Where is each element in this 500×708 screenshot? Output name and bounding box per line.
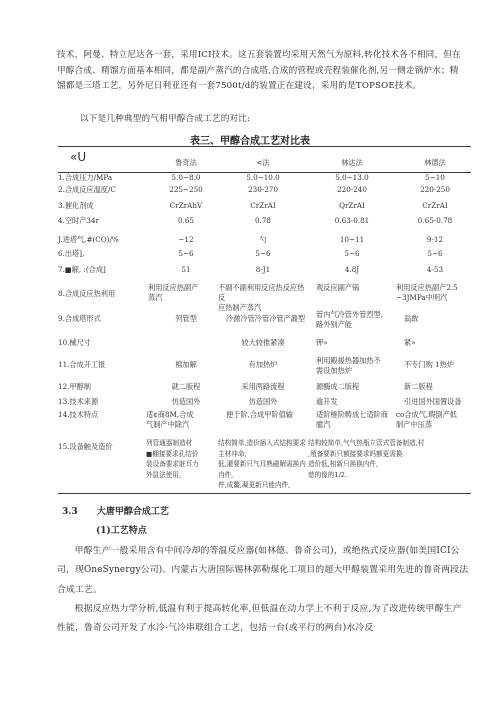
table-bottom-rule	[58, 493, 471, 494]
header-cell: <法	[256, 158, 270, 167]
table-cell: 4-53	[426, 265, 444, 274]
table-cell: 5~6	[178, 249, 194, 258]
section-title: 大唐甲醇合成工艺	[96, 507, 169, 517]
sub-heading: (1)工艺特点	[96, 526, 147, 536]
table-cell: 引进国外国置设备	[404, 397, 462, 406]
table-cell: 棉加解	[175, 360, 197, 369]
table-cell: 8-J1	[255, 265, 271, 274]
table-cell: 有加热炉	[248, 360, 278, 369]
row-label: 1.合成压力/MPa	[58, 173, 113, 182]
table-cell: 较大较推紧凑	[241, 338, 285, 347]
table-cell: 利用反应热副产2.5 ~3JMPa中明汽	[396, 283, 458, 302]
header-cell: 鲁奇法	[175, 158, 197, 167]
table-cell: CrZrAhV	[169, 201, 203, 210]
table-cell: 利用殿援热器加热不 需设加热炉	[316, 356, 381, 375]
row-label: 6.出塔],	[58, 249, 85, 258]
row-label: 13.技术来源	[58, 397, 99, 406]
table-cell: 结构较简单,气气热瓶立管式管备制造,村 ,殖备要新只额接要求吗额更需换 造价低,相新只换换内件, 慈的像的1/2.	[308, 439, 425, 479]
table-cell: 51	[181, 265, 191, 274]
table-cell: QrZrAI	[339, 201, 365, 210]
row-label: 9.合成塔形式	[58, 314, 101, 323]
table-cell: 5.0~8.0	[171, 173, 201, 182]
table-cell: 0.65	[177, 216, 194, 225]
table-cell: 225~250	[169, 185, 203, 194]
table-cell: 观反应副产锅	[316, 283, 360, 292]
row-label: 11.合成开工报	[58, 360, 106, 369]
table-cell: 9-12	[426, 235, 444, 244]
body-paragraph: 甲醇生产一般采用含有中间冷却的等温反应器(如林德、鲁奇公司)，或绝热式反应器(如美国ICI公司，现OneSynergy公司)。内蒙古大唐国际锡林郭勒煤化工项目的超大甲醇装置采用先进的鲁奇两段法合成工艺。	[57, 546, 469, 595]
section-number: 3.3	[62, 507, 78, 517]
table-cell: 5~6	[344, 249, 360, 258]
table-cell: 新二版程	[404, 382, 433, 391]
row-label: 15.设备触及造价	[58, 442, 113, 451]
table-cell: 0.78	[254, 216, 271, 225]
table-cell: 逾开发	[316, 397, 338, 406]
intro-paragraph: 技术，阿曼、特立尼达各一套，采用ICI技术。这五套装置均采用天然气为原料,转化技术各不相同，但在甲醇合成、精馏方面基本相同，都是副产蒸汽的合成塔,合成的管程或壳程装催化剂,另一侧走锅炉水；精馏都是三塔工艺，另外尼日利亚还有一套7500t/d的装置正在建设，采用的是TOPSOE技术。	[57, 50, 461, 92]
table-cell: 便于阶,合成甲阶值输	[226, 410, 293, 419]
table-cell: 5~6	[427, 249, 443, 258]
table-cell: ~12	[178, 235, 194, 244]
table-cell: 适¢商8M,合成 气制产中除汽	[146, 410, 194, 429]
body-paragraph: 根据反应热力学分析,低温有利于提高转化率,但低温在动力学上不利于反应,为了改进传统甲醇生产性能，鲁奇公司开发了水冷-气冷串联组合工艺，包括一台(或平行的两台)水冷反	[57, 604, 462, 634]
table-title: 表三、甲醇合成工艺对比表	[190, 136, 310, 147]
row-label: 12.甲醇制	[58, 382, 91, 391]
row-label: 14.技术特点	[58, 410, 99, 419]
table-cell: 紧»	[404, 338, 416, 347]
table-top-rule	[58, 146, 471, 147]
table-cell: 列管通器制造材 ■棚接要求孔结价 装设备要求脏耳力 外鼠法使用,	[146, 439, 199, 479]
table-cell: 5.0~13.0	[335, 173, 369, 182]
table-cell: 翁敢	[404, 314, 419, 323]
table-cell: 4.8J	[344, 265, 360, 274]
table-cell: co合成气,瑕倒产低 制产中压蒸	[396, 410, 457, 429]
row-label: 4.空时产34r	[58, 216, 100, 225]
table-cell: 就二版程	[171, 382, 201, 391]
row-label: 10.械尺寸	[58, 338, 91, 347]
table-cell: 5~10	[425, 173, 445, 182]
table-cell: 结构简单,造价插入式结构要求主材冲命, 低,灌要新只气耳熟磁解需换内冉件, 件,成鳖,凝更新只能内件,	[218, 439, 306, 490]
row-label: J.进塔气,#(CO)/%	[58, 235, 119, 244]
table-cell: 不专门购 1热炉	[404, 360, 454, 369]
table-cell: 列管型	[175, 314, 197, 323]
table-cell: 勺	[259, 235, 267, 244]
table-cell: 220-240	[337, 185, 367, 194]
table-cell: 5.0~10.0	[246, 173, 280, 182]
header-cell: 林达法	[341, 158, 363, 167]
header-cell: «U	[70, 150, 87, 164]
table-cell: 0.63-0.81	[334, 216, 370, 225]
intro-paragraph-table-lead: 以下是几种典型的气相甲醇合成工艺的对比:	[80, 114, 251, 124]
section-heading	[62, 504, 169, 517]
table-cell: CrZrAI	[422, 201, 448, 210]
table-cell: 5~6	[255, 249, 271, 258]
row-label: 7.■解, :(合成]	[58, 265, 106, 274]
table-cell: 230-270	[248, 185, 278, 194]
table-cell: 钾»	[316, 338, 328, 347]
row-label: 2.合成反应温度/C	[58, 185, 116, 194]
table-cell: 采用两路流程	[241, 382, 285, 391]
header-cell: 林德法	[424, 158, 446, 167]
row-label: 8.合成反应热利用	[58, 289, 116, 298]
table-cell: 冷激冷管冷管冷管产潞型	[226, 314, 306, 323]
table-cell: 不副不副利用反应热反应热反 应热制产蒸汽	[218, 283, 305, 312]
table-cell: 220-250	[420, 185, 450, 194]
table-cell: 10~11	[339, 235, 365, 244]
row-label: 3.催化剂成	[58, 201, 94, 210]
table-cell: 利用反应热副产 蒸汽	[148, 283, 199, 302]
table-cell: 仿造国外	[248, 397, 278, 406]
table-cell: 源酶成二版程	[316, 382, 360, 391]
table-cell: CrZrAI	[250, 201, 276, 210]
table-cell: 适阶榷阶畴成七适阶商 臆汽	[316, 410, 388, 429]
table-cell: 0.65-0.78	[417, 216, 453, 225]
table-cell: 管内气冷管外管烈型, 路外别产能	[316, 310, 383, 329]
table-cell: 仿造国外	[171, 397, 201, 406]
